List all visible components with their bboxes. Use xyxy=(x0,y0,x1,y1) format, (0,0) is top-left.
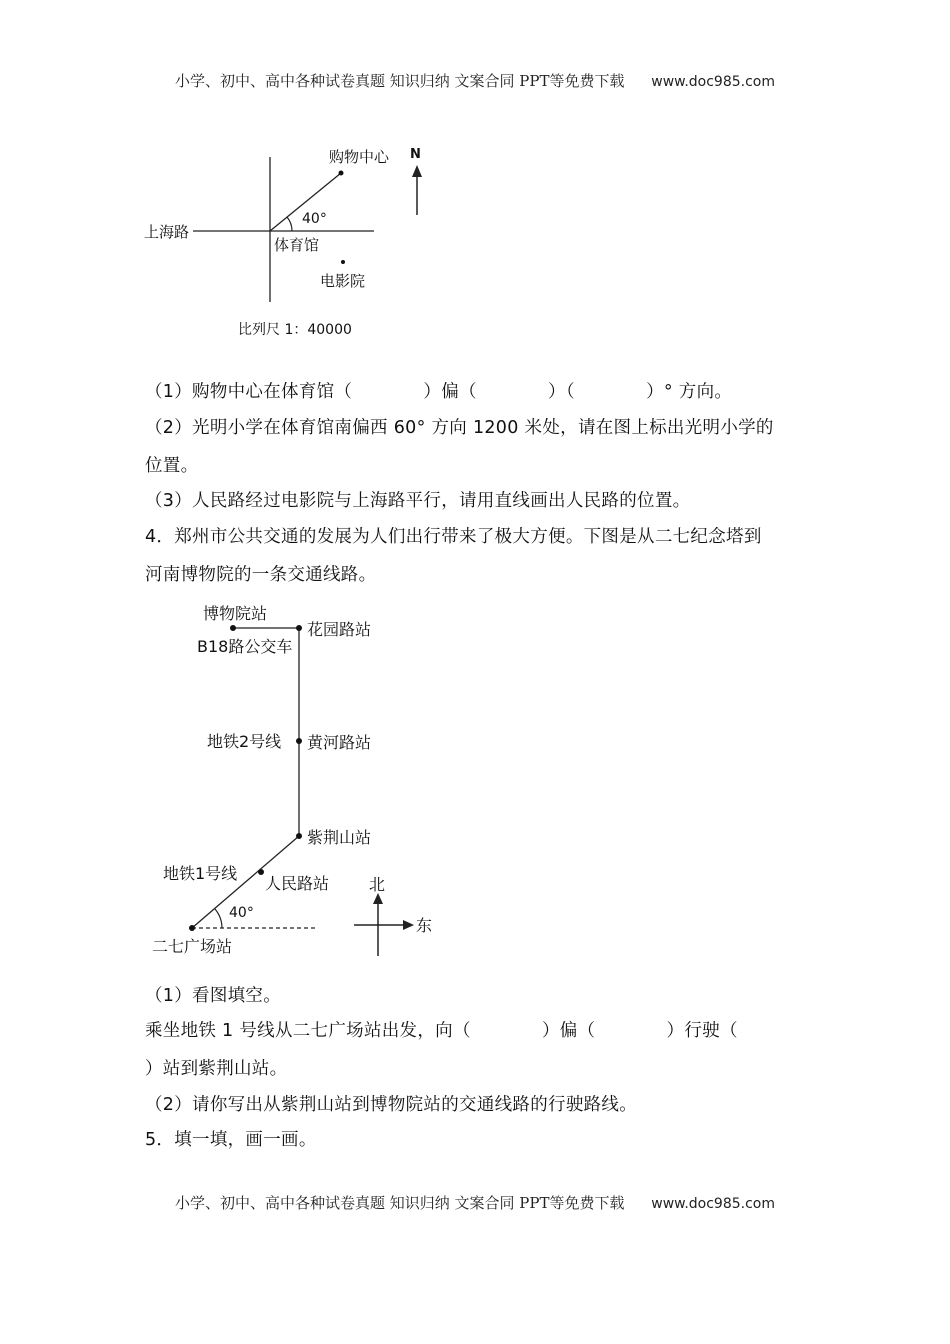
renmin-station-label: 人民路站 xyxy=(265,874,330,893)
q5-title: 5．填一填，画一画。 xyxy=(145,1130,317,1150)
q4-part2: （2）请你写出从紫荆山站到博物院站的交通线路的行驶路线。 xyxy=(145,1095,638,1115)
q3-part2-line2: 位置。 xyxy=(145,456,199,476)
q3-part3: （3）人民路经过电影院与上海路平行，请用直线画出人民路的位置。 xyxy=(145,491,691,511)
renmin-station-dot xyxy=(258,869,264,875)
metro2-label: 地铁2号线 xyxy=(207,732,282,751)
compass-east-label: 东 xyxy=(416,916,433,935)
huayuan-station-label: 花园路站 xyxy=(307,620,372,639)
q3-part1: （1）购物中心在体育馆（ ）偏（ ）（ ）° 方向。 xyxy=(145,382,733,402)
erqi-station-dot xyxy=(189,925,195,931)
museum-station-dot xyxy=(230,625,236,631)
q4-title-line2: 河南博物院的一条交通线路。 xyxy=(145,565,377,585)
header-text: 小学、初中、高中各种试卷真题 知识归纳 文案合同 PPT等免费下载 xyxy=(174,72,625,90)
huanghe-station-label: 黄河路站 xyxy=(307,733,372,752)
q4-title-line1: 4．郑州市公共交通的发展为人们出行带来了极大方便。下图是从二七纪念塔到 xyxy=(145,527,762,547)
footer-site: www.doc985.com xyxy=(651,1196,776,1212)
north-label: N xyxy=(410,147,421,162)
scale-label: 比列尺 1：40000 xyxy=(238,322,352,338)
metro1-label: 地铁1号线 xyxy=(163,864,238,883)
q4-part1: （1）看图填空。 xyxy=(145,986,282,1006)
shopping-center-label: 购物中心 xyxy=(329,148,390,166)
huanghe-station-dot xyxy=(296,738,302,744)
cinema-label: 电影院 xyxy=(320,272,366,290)
compass-north-label: 北 xyxy=(369,875,386,894)
angle-label-2: 40° xyxy=(229,905,254,921)
footer-text: 小学、初中、高中各种试卷真题 知识归纳 文案合同 PPT等免费下载 xyxy=(174,1194,625,1212)
shanghai-road-label: 上海路 xyxy=(144,223,190,241)
museum-station-label: 博物院站 xyxy=(203,604,268,623)
angle-label-1: 40° xyxy=(302,211,327,227)
q4-part1-line1: 乘坐地铁 1 号线从二七广场站出发，向（ ）偏（ ）行驶（ xyxy=(145,1021,738,1041)
q4-part1-line2: ）站到紫荆山站。 xyxy=(145,1059,288,1079)
page-footer xyxy=(0,1192,950,1213)
bus-label: B18路公交车 xyxy=(197,637,293,656)
erqi-station-label: 二七广场站 xyxy=(152,937,233,956)
header-site: www.doc985.com xyxy=(651,74,776,90)
angle-arc-2 xyxy=(215,909,222,928)
stadium-label: 体育馆 xyxy=(274,236,320,254)
huayuan-station-dot xyxy=(296,625,302,631)
zijingshan-station-label: 紫荆山站 xyxy=(307,828,372,847)
q3-part2-line1: （2）光明小学在体育馆南偏西 60° 方向 1200 米处，请在图上标出光明小学的 xyxy=(145,418,774,438)
compass-east-head xyxy=(403,920,414,930)
zijingshan-station-dot xyxy=(296,833,302,839)
compass-north-head xyxy=(373,893,383,904)
